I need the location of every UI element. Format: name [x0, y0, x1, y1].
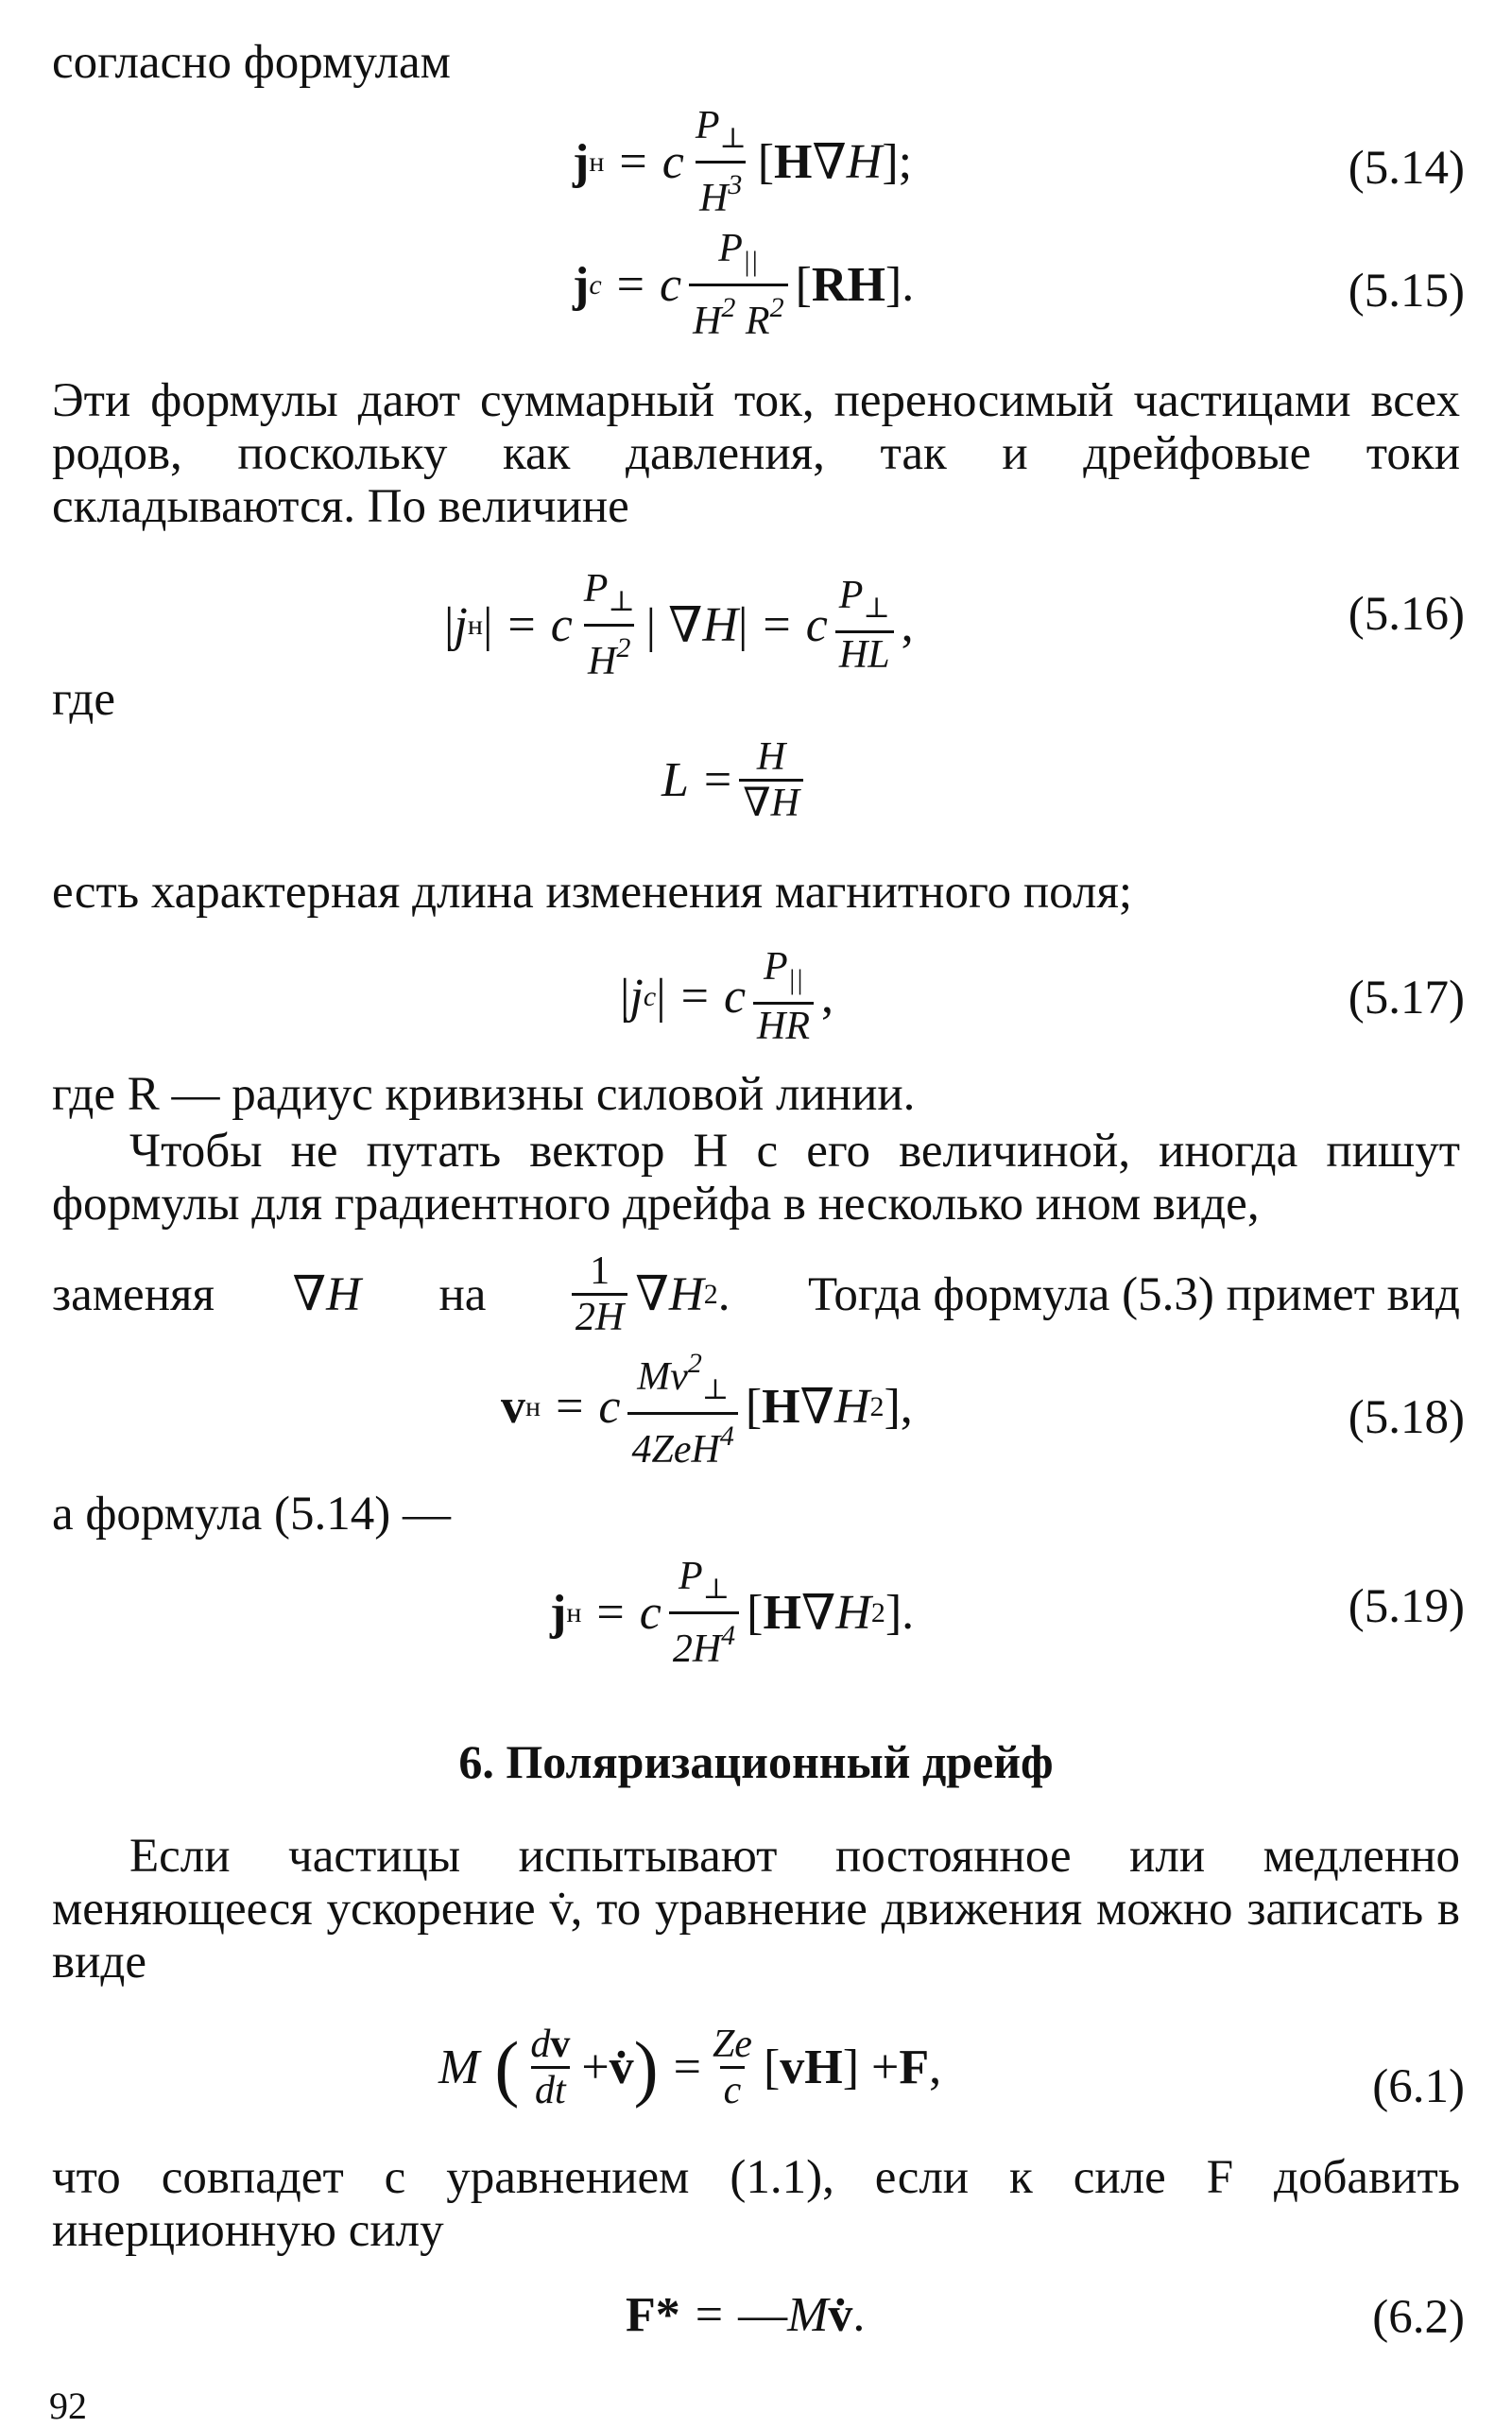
paragraph-length: есть характерная длина изменения магнитного поля; [52, 866, 1133, 919]
paragraph-intro: согласно формулам [52, 36, 451, 89]
equation-number: (5.17) [1348, 972, 1465, 1025]
equation-5-14: j н = c $\frac{P_\perp}{H^3}$ [ H ∇ H ]; [573, 104, 913, 220]
equation-5-19: j н = c $\frac{P_\perp}{2H^4}$ [ H ∇ H 2 ]. [550, 1555, 915, 1671]
equation-L-definition: L = $\frac{H}{\nabla H}$ [662, 735, 811, 825]
equation-5-18: v н = c $\frac{Mv^2_\perp}{4ZeH^4}$ [ H ∇ H 2 ], [501, 1348, 913, 1472]
equation-number: (5.15) [1348, 265, 1465, 318]
equation-number: (5.18) [1348, 1391, 1465, 1444]
equation-number: (5.14) [1348, 142, 1465, 195]
equation-6-1: M ( $\frac{dv}{dt}$ + v̇ ) = $\frac{Ze}{c}$ [ vH ] + F , [438, 2023, 942, 2112]
paragraph-gradient-drift: Чтобы не путать вектор H с его величиной, иногда пишут формулы для градиентного дрейфа в несколько ином виде, [52, 1125, 1460, 1231]
paragraph-currents: Эти формулы дают суммарный ток, переносимый частицами всех родов, поскольку как давления, так и дрейфовые токи складываются. По величине [52, 374, 1460, 533]
equation-5-17: | j c | = c $\frac{P_{||}}{HR}$ , [620, 945, 834, 1048]
paragraph-inertial-force: что совпадет с уравнением (1.1), если к силе F добавить инерционную силу [52, 2151, 1460, 2257]
paragraph-radius: где R — радиус кривизны силовой линии. [52, 1068, 916, 1121]
page-number: 92 [49, 2385, 87, 2427]
equation-6-2: F* = — M v̇ . [626, 2288, 866, 2342]
paragraph-acceleration: Если частицы испытывают постоянное или медленно меняющееся ускорение v̇, то уравнение движения можно записать в виде [52, 1830, 1460, 1989]
word-where: где [52, 673, 115, 726]
section-heading: 6. Поляризационный дрейф [458, 1735, 1054, 1788]
paragraph-formula-ref: а формула (5.14) — [52, 1488, 451, 1541]
equation-number: (5.19) [1348, 1580, 1465, 1633]
paragraph-gradient-drift-line3: заменяя ∇H на $\frac{1}{2H}$ ∇ H 2 . Тогда формула (5.3) примет вид [52, 1249, 1460, 1339]
equation-number: (6.1) [1372, 2060, 1465, 2113]
equation-5-16: | j н | = c $\frac{P_\perp}{H^2}$ | ∇ H | = c $\frac{P_\perp}{HL}$ , [444, 567, 914, 683]
equation-number: (5.16) [1348, 588, 1465, 641]
equation-number: (6.2) [1372, 2291, 1465, 2344]
equation-5-15: j c = c $\frac{P_{||}}{H^2 R^2}$ [ RH ]. [573, 227, 915, 343]
